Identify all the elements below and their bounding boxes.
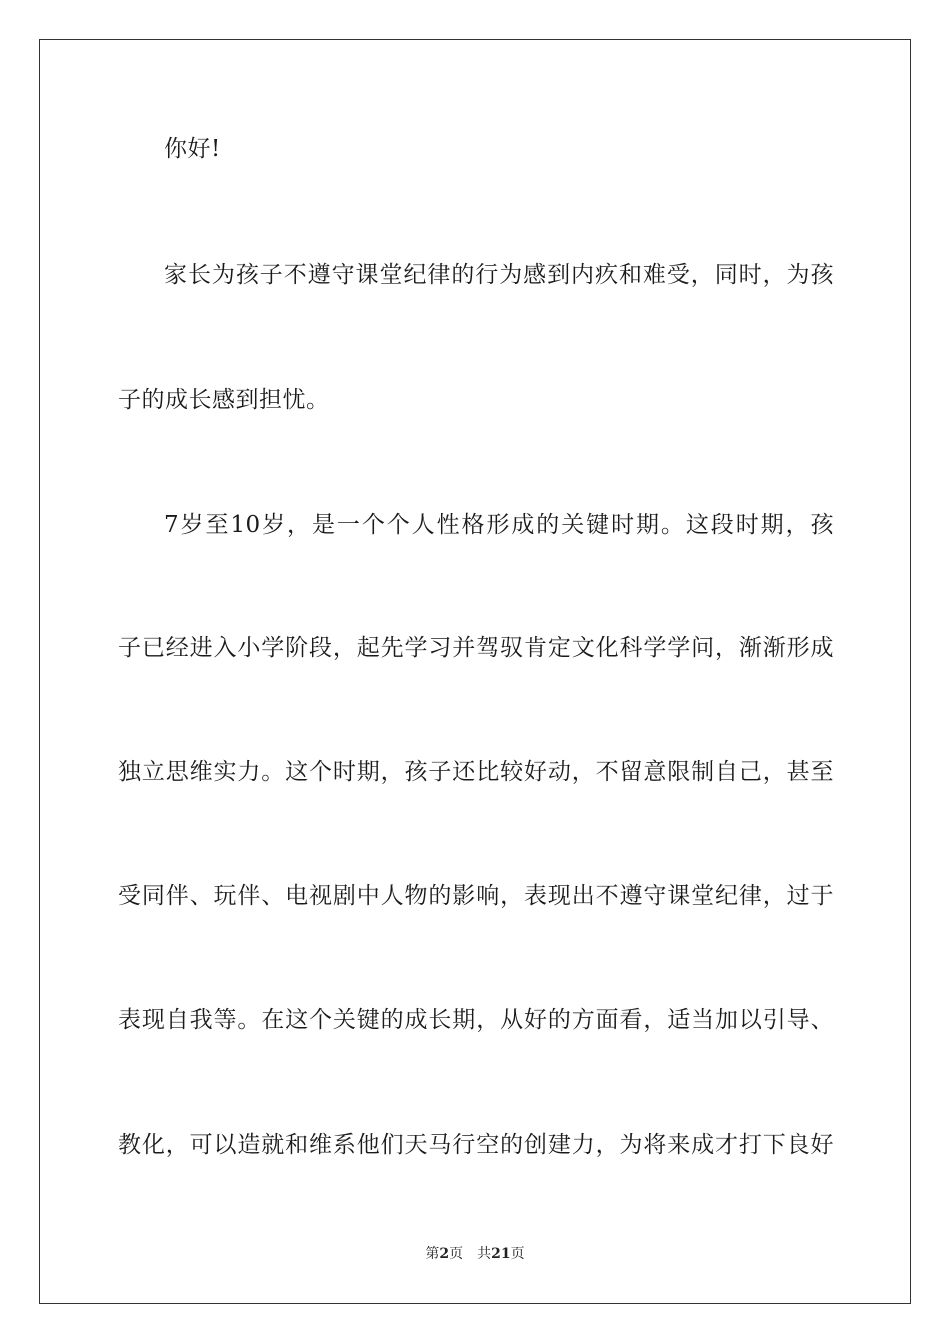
total-suffix: 页 <box>510 1246 525 1262</box>
paragraph-1-line-2: 子的成长感到担忧。 <box>118 387 330 413</box>
greeting-line: 你好! <box>164 136 221 162</box>
paragraph-2-line-4: 受同伴、玩伴、电视剧中人物的影响，表现出不遵守课堂纪律，过于 <box>118 883 834 909</box>
paragraph-2-line-2: 子已经进入小学阶段，起先学习并驾驭肯定文化科学学问，渐渐形成 <box>118 635 834 661</box>
total-prefix: 共 <box>477 1246 492 1262</box>
page-footer <box>0 1244 950 1264</box>
paragraph-2-line-3: 独立思维实力。这个时期，孩子还比较好动，不留意限制自己，甚至 <box>118 759 834 785</box>
page-number: 2 <box>439 1246 450 1262</box>
page-prefix: 第 <box>425 1246 440 1262</box>
page-suffix: 页 <box>449 1246 464 1262</box>
page-border <box>39 39 911 1304</box>
paragraph-2-line-6: 教化，可以造就和维系他们天马行空的创建力，为将来成才打下良好 <box>118 1132 834 1158</box>
paragraph-1-line-1: 家长为孩子不遵守课堂纪律的行为感到内疚和难受，同时，为孩 <box>164 262 834 288</box>
total-pages: 21 <box>491 1246 511 1262</box>
paragraph-2-line-5: 表现自我等。在这个关键的成长期，从好的方面看，适当加以引导、 <box>118 1007 834 1033</box>
paragraph-2-line-1: 7岁至10岁，是一个个人性格形成的关键时期。这段时期，孩 <box>164 512 834 538</box>
